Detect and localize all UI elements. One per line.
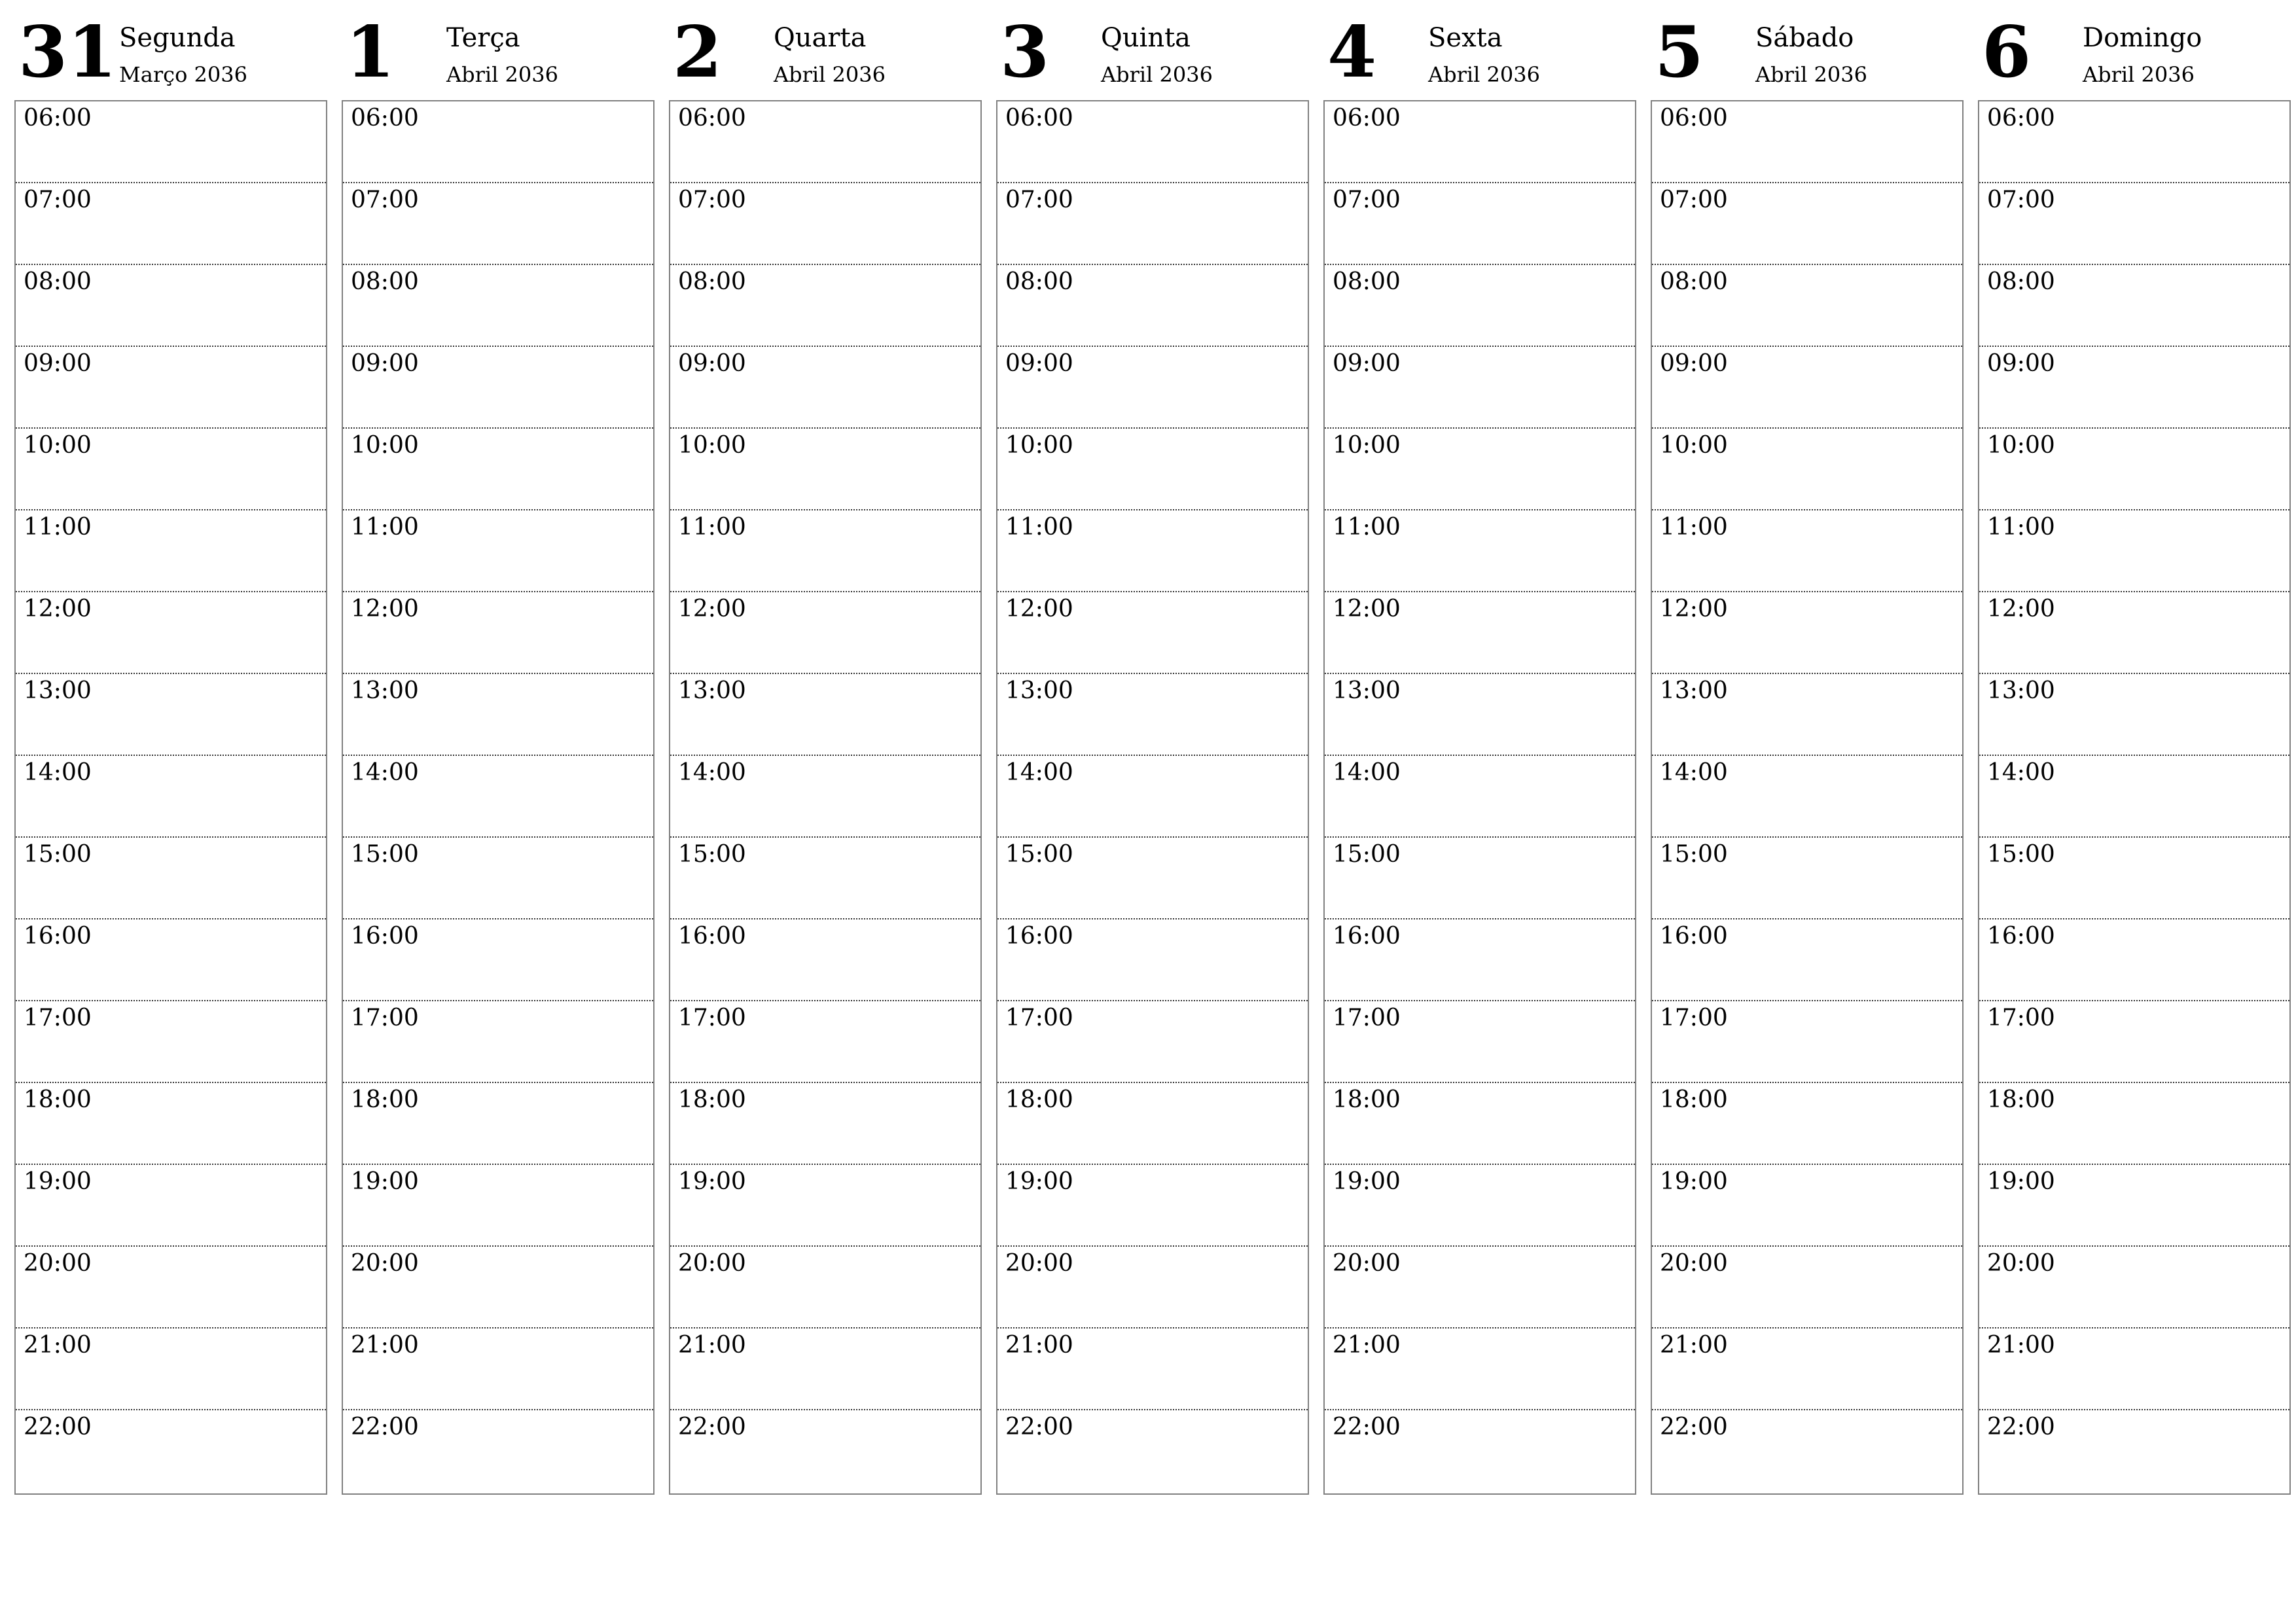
hour-slot <box>16 838 326 919</box>
hour-label: 09:00 <box>1005 350 1073 377</box>
hour-label: 13:00 <box>24 677 92 704</box>
hour-slot <box>16 1247 326 1329</box>
hour-label: 21:00 <box>351 1332 419 1359</box>
hour-slot <box>1979 919 2289 1001</box>
hour-label: 13:00 <box>1660 677 1728 704</box>
day-schedule-box <box>996 100 1309 1495</box>
hour-label: 08:00 <box>1987 268 2055 295</box>
hour-label: 15:00 <box>351 841 419 868</box>
hour-label: 08:00 <box>678 268 746 295</box>
hour-slot <box>1325 429 1635 510</box>
hour-slot <box>16 756 326 838</box>
hour-slot <box>1652 1001 1962 1083</box>
hour-slot <box>997 592 1308 674</box>
hour-label: 08:00 <box>24 268 92 295</box>
hour-slot <box>1979 1410 2289 1492</box>
hour-label: 14:00 <box>351 759 419 786</box>
hour-slot <box>1979 101 2289 183</box>
hour-slot <box>997 756 1308 838</box>
hour-slot <box>1652 510 1962 592</box>
day-column <box>1323 0 1636 1505</box>
hour-slot <box>343 183 653 265</box>
hour-slot <box>1325 756 1635 838</box>
hour-slot <box>16 101 326 183</box>
day-name: Quinta <box>1101 23 1191 53</box>
hour-label: 09:00 <box>351 350 419 377</box>
hour-slot <box>16 1165 326 1247</box>
day-header <box>669 0 982 100</box>
day-column <box>1651 0 1964 1505</box>
hour-label: 20:00 <box>24 1250 92 1277</box>
hour-slot <box>997 1083 1308 1165</box>
day-header <box>1323 0 1636 100</box>
hour-label: 16:00 <box>1987 923 2055 950</box>
day-schedule-box <box>1978 100 2291 1495</box>
day-name: Terça <box>446 23 520 53</box>
hour-label: 15:00 <box>1660 841 1728 868</box>
hour-label: 12:00 <box>351 596 419 622</box>
hour-slot <box>997 1247 1308 1329</box>
hour-label: 14:00 <box>678 759 746 786</box>
hour-slot <box>997 919 1308 1001</box>
hour-label: 08:00 <box>1333 268 1401 295</box>
day-number: 3 <box>1000 11 1050 94</box>
hour-slot <box>1652 919 1962 1001</box>
hour-label: 08:00 <box>1660 268 1728 295</box>
hour-label: 08:00 <box>351 268 419 295</box>
hour-slot <box>1325 1247 1635 1329</box>
hour-slot <box>1325 1001 1635 1083</box>
hour-label: 09:00 <box>1987 350 2055 377</box>
hour-label: 15:00 <box>678 841 746 868</box>
hour-label: 09:00 <box>24 350 92 377</box>
hour-slot <box>343 838 653 919</box>
day-number: 31 <box>18 11 117 94</box>
day-name: Sábado <box>1755 23 1854 53</box>
hour-slot <box>997 510 1308 592</box>
day-number: 1 <box>346 11 395 94</box>
hour-slot <box>670 674 980 756</box>
hour-slot <box>1979 1247 2289 1329</box>
hour-label: 11:00 <box>1987 514 2055 541</box>
day-schedule-box <box>1323 100 1636 1495</box>
hour-label: 15:00 <box>24 841 92 868</box>
day-month: Abril 2036 <box>774 62 886 87</box>
day-number: 5 <box>1655 11 1704 94</box>
hour-slot <box>997 674 1308 756</box>
hour-label: 06:00 <box>24 105 92 132</box>
hour-label: 13:00 <box>351 677 419 704</box>
day-name: Segunda <box>119 23 236 53</box>
hour-slot <box>670 1083 980 1165</box>
hour-slot <box>1325 510 1635 592</box>
hour-slot <box>16 510 326 592</box>
hour-label: 08:00 <box>1005 268 1073 295</box>
hour-label: 06:00 <box>678 105 746 132</box>
hour-label: 12:00 <box>24 596 92 622</box>
hour-label: 20:00 <box>1333 1250 1401 1277</box>
hour-slot <box>1652 265 1962 347</box>
hour-slot <box>1652 1083 1962 1165</box>
hour-slot <box>16 1329 326 1410</box>
hour-label: 17:00 <box>24 1005 92 1031</box>
hour-label: 17:00 <box>1333 1005 1401 1031</box>
hour-label: 22:00 <box>1987 1414 2055 1440</box>
hour-label: 20:00 <box>678 1250 746 1277</box>
day-number: 6 <box>1982 11 2032 94</box>
hour-label: 19:00 <box>24 1168 92 1195</box>
day-name: Domingo <box>2083 23 2202 53</box>
hour-slot <box>1325 101 1635 183</box>
hour-slot <box>1325 347 1635 429</box>
hour-slot <box>1652 674 1962 756</box>
hour-slot <box>343 1247 653 1329</box>
hour-slot <box>1325 674 1635 756</box>
day-schedule-box <box>1651 100 1964 1495</box>
hour-slot <box>16 347 326 429</box>
hour-slot <box>1979 510 2289 592</box>
hour-label: 06:00 <box>351 105 419 132</box>
hour-slot <box>343 1410 653 1492</box>
hour-slot <box>670 510 980 592</box>
hour-label: 18:00 <box>678 1086 746 1113</box>
day-header <box>1978 0 2291 100</box>
hour-slot <box>16 592 326 674</box>
hour-label: 21:00 <box>1660 1332 1728 1359</box>
hour-slot <box>343 592 653 674</box>
hour-slot <box>1652 429 1962 510</box>
hour-slot <box>997 1329 1308 1410</box>
hour-slot <box>1325 1410 1635 1492</box>
hour-label: 10:00 <box>351 432 419 459</box>
hour-slot <box>1325 1165 1635 1247</box>
hour-label: 07:00 <box>1660 187 1728 213</box>
hour-label: 20:00 <box>1987 1250 2055 1277</box>
hour-label: 15:00 <box>1333 841 1401 868</box>
hour-label: 20:00 <box>351 1250 419 1277</box>
hour-slot <box>997 1001 1308 1083</box>
hour-slot <box>343 756 653 838</box>
hour-label: 22:00 <box>24 1414 92 1440</box>
hour-slot <box>670 347 980 429</box>
hour-label: 10:00 <box>1987 432 2055 459</box>
hour-slot <box>16 1410 326 1492</box>
day-month: Abril 2036 <box>1428 62 1540 87</box>
hour-slot <box>1325 183 1635 265</box>
hour-slot <box>670 1247 980 1329</box>
hour-slot <box>1979 838 2289 919</box>
hour-label: 16:00 <box>351 923 419 950</box>
hour-slot <box>1652 838 1962 919</box>
hour-label: 14:00 <box>1660 759 1728 786</box>
hour-label: 15:00 <box>1005 841 1073 868</box>
hour-slot <box>1979 1083 2289 1165</box>
day-schedule-box <box>14 100 327 1495</box>
hour-label: 21:00 <box>1987 1332 2055 1359</box>
day-header <box>1651 0 1964 100</box>
hour-slot <box>1979 1001 2289 1083</box>
hour-label: 10:00 <box>678 432 746 459</box>
hour-slot <box>1652 756 1962 838</box>
day-month: Abril 2036 <box>2083 62 2195 87</box>
hour-label: 19:00 <box>678 1168 746 1195</box>
day-month: Abril 2036 <box>446 62 558 87</box>
hour-label: 13:00 <box>1333 677 1401 704</box>
hour-label: 17:00 <box>1987 1005 2055 1031</box>
hour-slot <box>997 183 1308 265</box>
hour-label: 09:00 <box>1660 350 1728 377</box>
hour-slot <box>670 1329 980 1410</box>
hour-slot <box>1652 101 1962 183</box>
hour-slot <box>670 183 980 265</box>
hour-slot <box>16 674 326 756</box>
day-column <box>14 0 327 1505</box>
hour-slot <box>997 1165 1308 1247</box>
hour-label: 22:00 <box>1660 1414 1728 1440</box>
hour-label: 07:00 <box>1005 187 1073 213</box>
hour-slot <box>16 919 326 1001</box>
hour-slot <box>16 1083 326 1165</box>
hour-label: 07:00 <box>24 187 92 213</box>
hour-slot <box>670 1165 980 1247</box>
hour-slot <box>1325 1329 1635 1410</box>
hour-label: 14:00 <box>1333 759 1401 786</box>
day-column <box>996 0 1309 1505</box>
hour-label: 07:00 <box>1333 187 1401 213</box>
hour-slot <box>997 429 1308 510</box>
hour-label: 06:00 <box>1005 105 1073 132</box>
hour-label: 14:00 <box>24 759 92 786</box>
hour-label: 12:00 <box>1005 596 1073 622</box>
hour-slot <box>1325 1083 1635 1165</box>
hour-label: 18:00 <box>24 1086 92 1113</box>
hour-label: 11:00 <box>24 514 92 541</box>
hour-label: 15:00 <box>1987 841 2055 868</box>
hour-slot <box>997 265 1308 347</box>
hour-label: 16:00 <box>1333 923 1401 950</box>
hour-label: 20:00 <box>1005 1250 1073 1277</box>
hour-label: 13:00 <box>1005 677 1073 704</box>
hour-slot <box>343 919 653 1001</box>
day-month: Abril 2036 <box>1755 62 1867 87</box>
hour-label: 06:00 <box>1987 105 2055 132</box>
hour-label: 21:00 <box>1333 1332 1401 1359</box>
hour-label: 07:00 <box>351 187 419 213</box>
hour-label: 06:00 <box>1333 105 1401 132</box>
hour-slot <box>343 1083 653 1165</box>
day-number: 2 <box>673 11 723 94</box>
hour-label: 06:00 <box>1660 105 1728 132</box>
hour-slot <box>16 183 326 265</box>
hour-label: 19:00 <box>351 1168 419 1195</box>
hour-label: 19:00 <box>1660 1168 1728 1195</box>
hour-label: 16:00 <box>678 923 746 950</box>
hour-slot <box>1652 1165 1962 1247</box>
hour-label: 22:00 <box>1333 1414 1401 1440</box>
hour-slot <box>670 1410 980 1492</box>
hour-slot <box>997 838 1308 919</box>
hour-label: 17:00 <box>351 1005 419 1031</box>
hour-slot <box>1979 756 2289 838</box>
hour-slot <box>343 265 653 347</box>
hour-label: 19:00 <box>1987 1168 2055 1195</box>
hour-label: 21:00 <box>24 1332 92 1359</box>
hour-slot <box>1325 592 1635 674</box>
day-column <box>342 0 655 1505</box>
day-schedule-box <box>669 100 982 1495</box>
hour-label: 18:00 <box>1987 1086 2055 1113</box>
hour-label: 18:00 <box>351 1086 419 1113</box>
hour-label: 17:00 <box>1660 1005 1728 1031</box>
hour-label: 10:00 <box>1005 432 1073 459</box>
hour-label: 17:00 <box>678 1005 746 1031</box>
hour-slot <box>1325 919 1635 1001</box>
hour-label: 20:00 <box>1660 1250 1728 1277</box>
hour-label: 16:00 <box>24 923 92 950</box>
hour-slot <box>343 1165 653 1247</box>
day-number: 4 <box>1327 11 1377 94</box>
day-header <box>14 0 327 100</box>
hour-label: 16:00 <box>1660 923 1728 950</box>
hour-slot <box>1979 1329 2289 1410</box>
hour-slot <box>1652 1329 1962 1410</box>
hour-slot <box>670 1001 980 1083</box>
hour-label: 14:00 <box>1987 759 2055 786</box>
hour-slot <box>1325 265 1635 347</box>
hour-slot <box>1652 592 1962 674</box>
hour-label: 22:00 <box>1005 1414 1073 1440</box>
hour-label: 13:00 <box>1987 677 2055 704</box>
hour-slot <box>670 101 980 183</box>
hour-label: 16:00 <box>1005 923 1073 950</box>
hour-label: 22:00 <box>351 1414 419 1440</box>
hour-slot <box>670 919 980 1001</box>
hour-label: 09:00 <box>1333 350 1401 377</box>
hour-slot <box>997 101 1308 183</box>
hour-label: 11:00 <box>1005 514 1073 541</box>
hour-label: 18:00 <box>1005 1086 1073 1113</box>
hour-label: 12:00 <box>1660 596 1728 622</box>
hour-slot <box>1979 1165 2289 1247</box>
hour-label: 22:00 <box>678 1414 746 1440</box>
hour-slot <box>343 1001 653 1083</box>
hour-slot <box>670 592 980 674</box>
hour-slot <box>670 756 980 838</box>
hour-slot <box>1652 1410 1962 1492</box>
hour-slot <box>1979 592 2289 674</box>
hour-slot <box>997 1410 1308 1492</box>
hour-label: 14:00 <box>1005 759 1073 786</box>
hour-slot <box>1979 183 2289 265</box>
hour-label: 11:00 <box>1333 514 1401 541</box>
hour-label: 12:00 <box>1987 596 2055 622</box>
hour-label: 18:00 <box>1333 1086 1401 1113</box>
day-header <box>996 0 1309 100</box>
hour-slot <box>997 347 1308 429</box>
hour-slot <box>1652 347 1962 429</box>
hour-slot <box>1325 838 1635 919</box>
hour-slot <box>16 1001 326 1083</box>
hour-label: 21:00 <box>1005 1332 1073 1359</box>
hour-label: 13:00 <box>678 677 746 704</box>
hour-label: 10:00 <box>1660 432 1728 459</box>
weekly-planner <box>14 0 2282 1505</box>
hour-slot <box>1652 1247 1962 1329</box>
hour-slot <box>670 429 980 510</box>
hour-label: 18:00 <box>1660 1086 1728 1113</box>
hour-slot <box>343 674 653 756</box>
hour-label: 10:00 <box>24 432 92 459</box>
hour-slot <box>1979 265 2289 347</box>
hour-slot <box>343 510 653 592</box>
day-column <box>1978 0 2291 1505</box>
hour-label: 11:00 <box>678 514 746 541</box>
hour-label: 19:00 <box>1005 1168 1073 1195</box>
hour-label: 11:00 <box>1660 514 1728 541</box>
hour-slot <box>343 347 653 429</box>
day-column <box>669 0 982 1505</box>
day-month: Abril 2036 <box>1101 62 1213 87</box>
hour-slot <box>1979 429 2289 510</box>
hour-slot <box>343 1329 653 1410</box>
day-name: Sexta <box>1428 23 1503 53</box>
hour-label: 10:00 <box>1333 432 1401 459</box>
hour-label: 17:00 <box>1005 1005 1073 1031</box>
hour-slot <box>1979 347 2289 429</box>
day-name: Quarta <box>774 23 867 53</box>
day-schedule-box <box>342 100 655 1495</box>
hour-label: 07:00 <box>1987 187 2055 213</box>
hour-slot <box>670 838 980 919</box>
hour-label: 09:00 <box>678 350 746 377</box>
hour-slot <box>343 101 653 183</box>
hour-slot <box>670 265 980 347</box>
hour-label: 07:00 <box>678 187 746 213</box>
hour-label: 11:00 <box>351 514 419 541</box>
hour-slot <box>1652 183 1962 265</box>
hour-slot <box>16 265 326 347</box>
hour-slot <box>343 429 653 510</box>
day-header <box>342 0 655 100</box>
hour-slot <box>1979 674 2289 756</box>
hour-label: 12:00 <box>678 596 746 622</box>
day-month: Março 2036 <box>119 62 247 87</box>
hour-label: 19:00 <box>1333 1168 1401 1195</box>
hour-label: 21:00 <box>678 1332 746 1359</box>
hour-label: 12:00 <box>1333 596 1401 622</box>
hour-slot <box>16 429 326 510</box>
